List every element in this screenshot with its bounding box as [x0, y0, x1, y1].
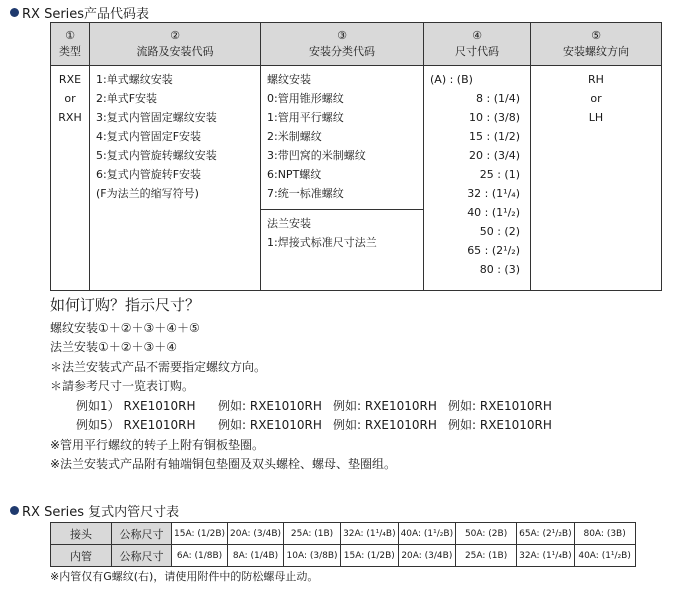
inner-pipe-size-table: [50, 522, 636, 567]
bullet-dot-icon: [10, 8, 19, 17]
order-note-2: ＊請参考尺寸一览表订购。: [50, 379, 195, 393]
header-type: ① 类型: [51, 23, 90, 66]
order-thread: 螺纹安装①＋②＋③＋④＋⑤: [50, 320, 200, 335]
footnote: ※内管仅有G螺纹(右)，请使用附件中的防松螺母止动。: [50, 570, 319, 583]
order-flange: 法兰安装①＋②＋③＋④: [50, 340, 178, 354]
install-cell: 螺纹安装 0:管用锥形螺纹 1:管用平行螺纹 2:米制螺纹 3:带凹窝的米制螺纹 6:NPT螺纹 7:统一标准螺纹 法兰安装 1:焊接式标准尺寸法兰: [261, 66, 424, 291]
header-flow: ② 流路及安装代码: [90, 23, 261, 66]
order-heading: 如何订购？指示尺寸？: [50, 296, 201, 314]
example-row-1: 例如1） RXE1010RH 例如: RXE1010RH 例如: RXE1010RH 例如: RXE1010RH: [76, 398, 552, 413]
flange-install-block: 法兰安装 1:焊接式标准尺寸法兰: [261, 209, 423, 290]
product-code-table: [50, 22, 662, 291]
section-title-size: RX Series 复式内管尺寸表: [10, 501, 179, 520]
size-row-joint: 接头 公称尺寸 15A: (1/2B) 20A: (3/4B) 25A: (1B) 32A: (1¹/₄B) 40A: (1¹/₂B) 50A: (2B) 65A: (2¹/₂B) 80A: (3B): [51, 523, 636, 545]
size-cell: (A) : (B) 8 : (1/4) 10 : (3/8) 15 : (1/2) 20 : (3/4) 25 : (1) 32 : (1¹/₄) 40 : (1¹/₂) 50 : (2) 65 : (2¹/₂) 80 : (3): [424, 66, 531, 291]
flow-cell: 1:单式螺纹安装 2:单式F安装 3:复式内管固定螺纹安装 4:复式内管固定F安装 5:复式内管旋转螺纹安装 6:复式内管旋转F安装 (F为法兰的缩写符号): [90, 66, 261, 291]
order-note-3: ※管用平行螺纹的转子上附有铜板垫圈。: [50, 437, 265, 452]
header-size: ④ 尺寸代码: [424, 23, 531, 66]
bullet-dot-icon: [10, 506, 19, 515]
direction-cell: RH or LH: [531, 66, 662, 291]
type-cell: RXE or RXH: [51, 66, 90, 291]
header-direction: ⑤ 安装螺纹方向: [531, 23, 662, 66]
size-row-inner: 内管 公称尺寸 6A: (1/8B) 8A: (1/4B) 10A: (3/8B) 15A: (1/2B) 20A: (3/4B) 25A: (1B) 32A: (1¹/₄B) 40A: (1¹/₂B): [51, 545, 636, 567]
header-install: ③ 安装分类代码: [261, 23, 424, 66]
body-row: [51, 66, 662, 291]
order-note-1: ＊法兰安装式产品不需要指定螺纹方向。: [50, 359, 267, 374]
section-title-code: RX Series产品代码表: [10, 3, 149, 22]
example-row-2: 例如5） RXE1010RH 例如: RXE1010RH 例如: RXE1010RH 例如: RXE1010RH: [76, 418, 552, 432]
order-note-4: ※法兰安装式产品附有轴端铜包垫圈及双头螺栓、螺母、垫圈组。: [50, 457, 397, 471]
header-row: [51, 23, 662, 66]
order-instructions: [50, 296, 563, 475]
